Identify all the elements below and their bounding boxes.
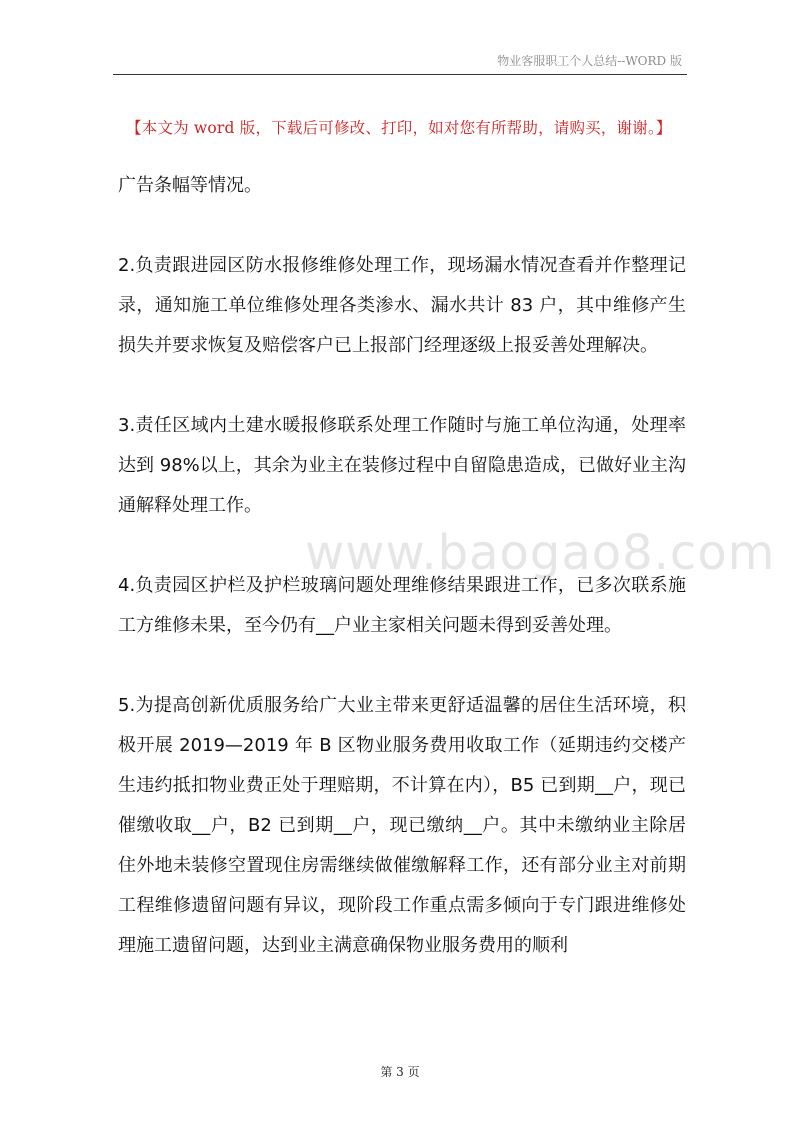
document-body	[118, 166, 686, 966]
paragraph-item-4: 4.负责园区护栏及护栏玻璃问题处理维修结果跟进工作，已多次联系施工方维修未果，至今仍有__户业主家相关问题未得到妥善处理。	[118, 575, 686, 636]
header-divider	[113, 74, 687, 75]
paragraph-item-2: 2.负责跟进园区防水报修维修处理工作，现场漏水情况查看并作整理记录，通知施工单位维修处理各类渗水、漏水共计 83 户，其中维修产生损失并要求恢复及赔偿客户已上报部门经理逐级上报妥善处理解决。	[118, 255, 686, 356]
purchase-notice: 【本文为 word 版，下载后可修改、打印，如对您有所帮助，请购买，谢谢。】	[126, 119, 672, 137]
paragraph-continuation: 广告条幅等情况。	[118, 175, 262, 196]
header-title: 物业客服职工个人总结--WORD 版	[497, 54, 682, 68]
paragraph-item-3: 3.责任区域内土建水暖报修联系处理工作随时与施工单位沟通，处理率达到 98%以上，其余为业主在装修过程中自留隐患造成，已做好业主沟通解释处理工作。	[118, 415, 686, 516]
watermark: www.baogao8.com	[305, 525, 776, 581]
page-number: 第 3 页	[380, 1065, 420, 1079]
paragraph-item-5: 5.为提高创新优质服务给广大业主带来更舒适温馨的居住生活环境，积极开展 2019—2019 年 B 区物业服务费用收取工作（延期违约交楼产生违约抵扣物业费正处于理赔期，不计算在内），B5 已到期__户，现已催缴收取__户，B2 已到期__户，现已缴纳__户。其中未缴纳业主除居住外地未装修空置现住房需继续做催缴解释工作，还有部分业主对前期工程维修遗留问题有异议，现阶段工作重点需多倾向于专门跟进维修处理施工遗留问题，达到业主满意确保物业服务费用的顺利	[118, 695, 686, 956]
